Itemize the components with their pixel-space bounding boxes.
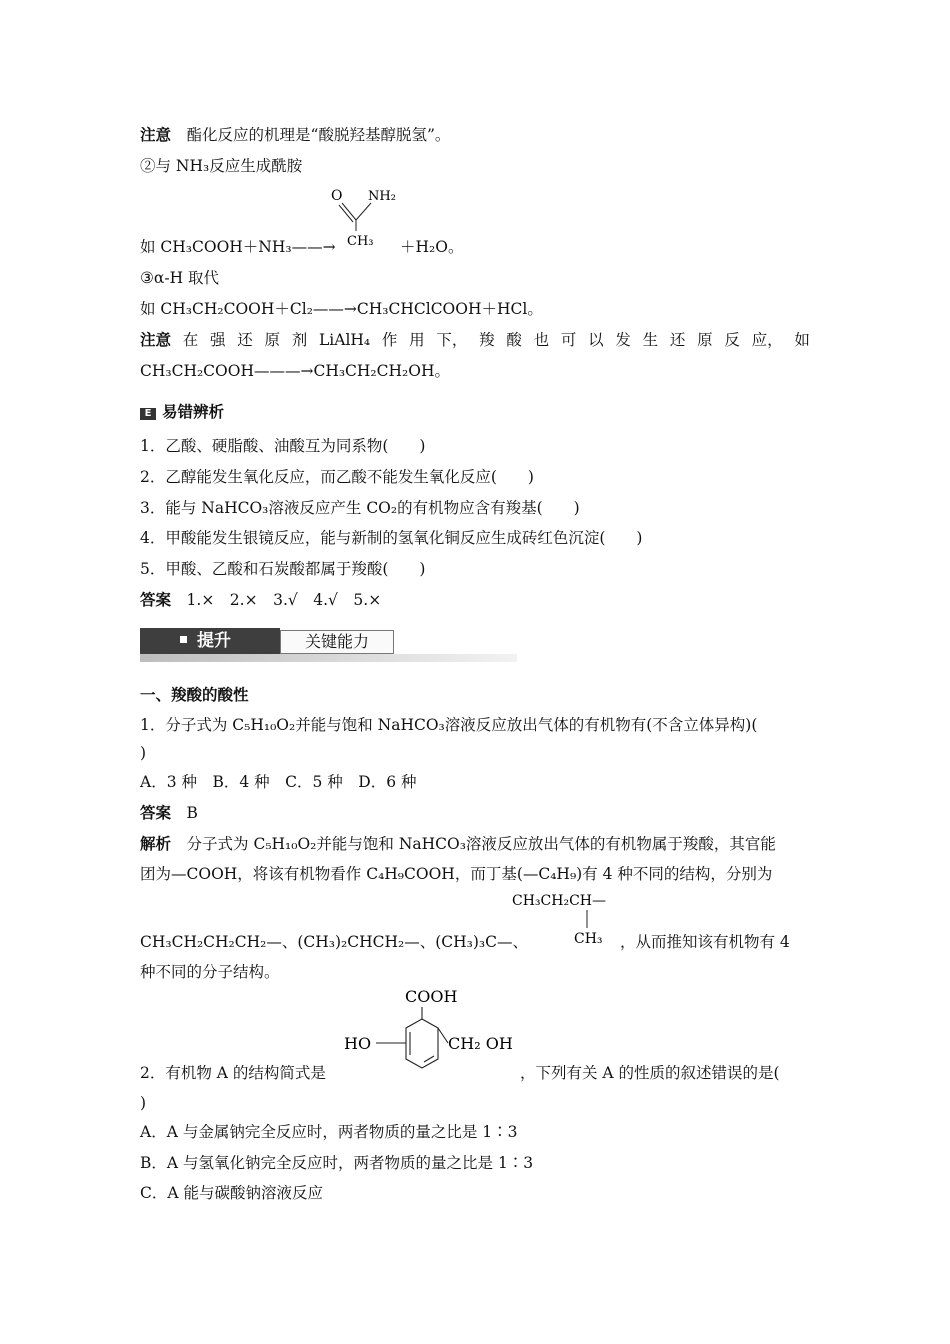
pitfall-item: 3．能与 NaHCO₃溶液反应产生 CO₂的有机物应含有羧基( ) — [140, 499, 580, 517]
q1-stem-cont: ) — [140, 744, 147, 762]
note2-char: 可 — [560, 331, 577, 349]
analysis-text: 分子式为 C₅H₁₀O₂并能与饱和 NaHCO₃溶液反应放出气体的有机物属于羧酸，其官能 — [186, 835, 776, 853]
struct-cooh: COOH — [405, 987, 458, 1006]
note2-char: 发 — [615, 331, 631, 349]
note2-char: 应， — [751, 331, 783, 349]
amide-nh2: NH₂ — [368, 189, 396, 204]
banner-left-text: 提升 — [197, 631, 231, 651]
note2-char: 反 — [724, 331, 740, 349]
note2-char: 如 — [794, 331, 810, 349]
analysis-label: 解析 — [140, 835, 172, 853]
note2-char: 下， — [436, 331, 468, 349]
q1-options: A．3 种 B．4 种 C．5 种 D．6 种 — [140, 773, 417, 791]
q2-option: A．A 与金属钠完全反应时，两者物质的量之比是 1∶3 — [140, 1123, 518, 1141]
q1-stem: 1．分子式为 C₅H₁₀O₂并能与饱和 NaHCO₃溶液反应放出气体的有机物有(不含立体异构)( — [140, 716, 758, 734]
banner-dark — [140, 628, 280, 654]
equation-amide-right: ＋H₂O。 — [400, 238, 464, 256]
q1-answer-label: 答案 — [140, 804, 172, 822]
pitfalls-heading — [140, 402, 224, 422]
struct-ch2oh: CH₂ OH — [448, 1034, 513, 1053]
pitfall-item: 1．乙酸、硬脂酸、油酸互为同系物( ) — [140, 437, 426, 455]
equation-reduction: CH₃CH₂COOH———→CH₃CH₂CH₂OH。 — [140, 362, 450, 380]
bond-ch2oh — [438, 1028, 448, 1043]
struct-ho: HO — [344, 1034, 372, 1053]
section-banner — [140, 628, 517, 662]
note2-char: 在 — [182, 331, 199, 349]
q1-answer — [140, 803, 198, 823]
note2-char: 也 — [533, 331, 550, 349]
note2-char: 以 — [588, 331, 604, 349]
note-text: 酯化反应的机理是“酸脱羟基醇脱氢”。 — [186, 126, 451, 144]
branch-bottom: CH₃ — [574, 931, 603, 947]
q2-stem-cont: ) — [140, 1094, 147, 1112]
branch-top: CH₃CH₂CH— — [512, 893, 606, 909]
equation-amide-left: 如 CH₃COOH＋NH₃——→ — [140, 238, 336, 256]
pitfalls-answer — [140, 590, 381, 610]
note2-char: 生 — [642, 331, 659, 349]
note2-char: 剂 — [291, 331, 308, 349]
note2-char: LiAlH₄ — [319, 331, 371, 349]
note2-char: 强 — [210, 331, 226, 349]
note2-char: 原 — [697, 331, 713, 349]
banner-square-icon — [180, 636, 187, 643]
benzene-ring — [406, 1019, 438, 1068]
bond-cn — [356, 203, 371, 220]
compound-a-structure — [340, 983, 530, 1083]
note2-char: 用 — [409, 331, 425, 349]
pitfall-item: 4．甲酸能发生银镜反应，能与新制的氢氧化铜反应生成砖红色沉淀( ) — [140, 529, 643, 547]
ring-inner-bond — [424, 1056, 434, 1062]
banner-right-text: 关键能力 — [280, 630, 394, 654]
q1-analysis-line2: 团为—COOH，将该有机物看作 C₄H₉COOH，而丁基(—C₄H₉)有 4 种不同的结构，分别为 — [140, 865, 773, 883]
pitfall-item: 2．乙醇能发生氧化反应，而乙酸不能发生氧化反应( ) — [140, 468, 534, 486]
amide-o: O — [331, 188, 343, 204]
pitfalls-title: 易错辨析 — [162, 403, 225, 421]
item-alpha-h: ③α-H 取代 — [140, 269, 220, 287]
note2-char: 还 — [669, 331, 686, 349]
equation-chlorination: 如 CH₃CH₂COOH＋Cl₂——→CH₃CHClCOOH＋HCl。 — [140, 300, 543, 318]
note2-char: 羧 — [479, 331, 495, 349]
q2-stem-a: 2．有机物 A 的结构简式是 — [140, 1064, 326, 1082]
banner-shadow — [140, 654, 517, 662]
answer-label: 答案 — [140, 591, 172, 609]
q1-analysis-line3b: ，从而推知该有机物有 4 — [620, 933, 790, 951]
q2-stem-b: ，下列有关 A 的性质的叙述错误的是( — [520, 1064, 780, 1082]
section-heading: 一、羧酸的酸性 — [140, 686, 249, 704]
note2-char: 酸 — [506, 331, 522, 349]
note2-label: 注意 — [140, 331, 172, 349]
note2-char: 作 — [381, 331, 398, 349]
q1-analysis-line4: 种不同的分子结构。 — [140, 963, 280, 981]
section-badge-icon: E — [140, 408, 156, 420]
answer-text: 1.× 2.× 3.√ 4.√ 5.× — [186, 591, 382, 609]
note-esterification — [140, 125, 450, 145]
amide-ch3: CH₃ — [347, 234, 374, 249]
note-label: 注意 — [140, 126, 172, 144]
pitfall-item: 5．甲酸、乙酸和石炭酸都属于羧酸( ) — [140, 560, 426, 578]
q1-answer-text: B — [186, 804, 198, 822]
q1-analysis-line3: CH₃CH₂CH₂CH₂—、(CH₃)₂CHCH₂—、(CH₃)₃C—、 — [140, 933, 528, 951]
q2-option: B．A 与氢氧化钠完全反应时，两者物质的量之比是 1∶3 — [140, 1154, 534, 1172]
item-amide-heading: ②与 NH₃反应生成酰胺 — [140, 157, 303, 175]
note2-char: 原 — [264, 331, 281, 349]
note-reduction — [140, 330, 810, 350]
q2-option: C．A 能与碳酸钠溶液反应 — [140, 1184, 323, 1202]
note2-char: 还 — [237, 331, 253, 349]
q1-analysis-line1 — [140, 834, 776, 854]
